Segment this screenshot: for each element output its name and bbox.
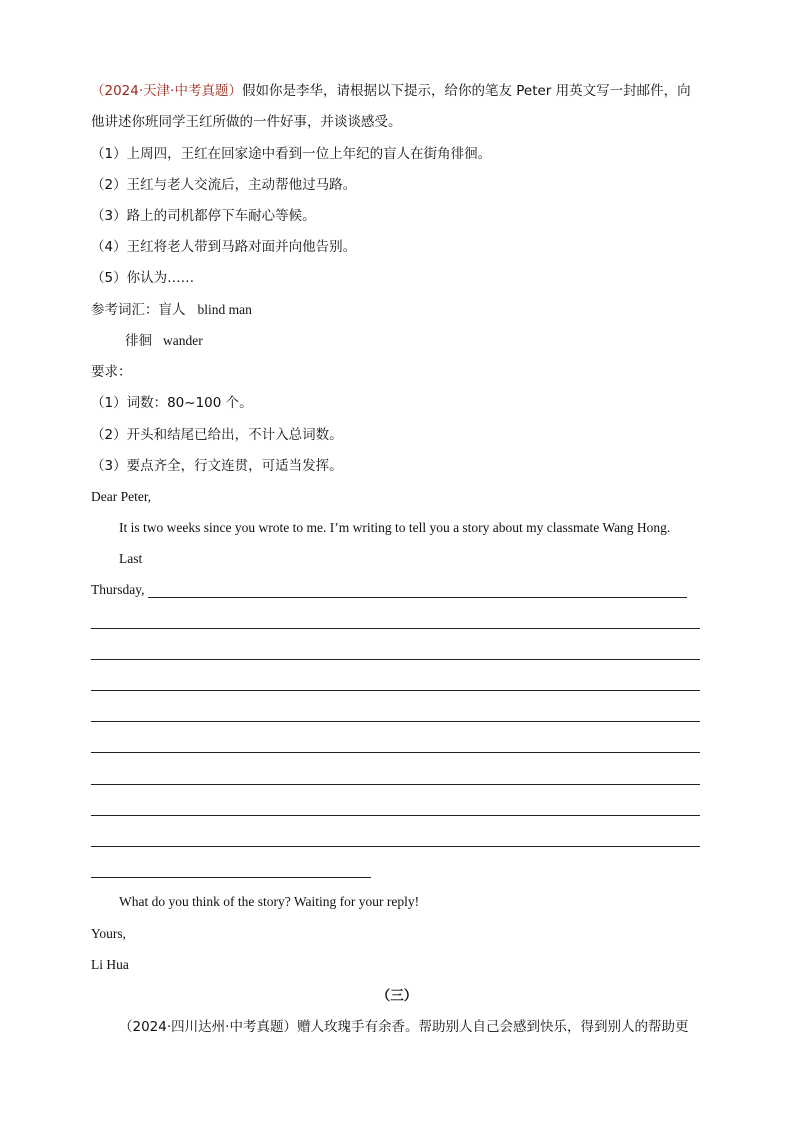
writing-line — [91, 752, 700, 753]
vocab-line-1 — [91, 300, 252, 320]
vocab-zh-2: 徘徊 — [125, 333, 152, 349]
letter-sign-off: Yours, — [91, 926, 127, 941]
writing-line — [148, 597, 687, 598]
letter-opening: It is two weeks since you wrote to me. I’m writing to tell you a story about my classmate Wang Hong. — [119, 520, 671, 535]
writing-line — [91, 628, 700, 629]
point-5: （5）你认为…… — [91, 270, 195, 286]
point-4: （4）王红将老人带到马路对面并向他告别。 — [91, 239, 357, 255]
section3-text: 赠人玫瑰手有余香。帮助别人自己会感到快乐，得到别人的帮助更 — [296, 1019, 689, 1035]
section3-line-1 — [119, 1017, 688, 1037]
requirement-3: （3）要点齐全，行文连贯，可适当发挥。 — [91, 458, 343, 474]
requirement-2: （2）开头和结尾已给出，不计入总词数。 — [91, 427, 343, 443]
writing-line — [91, 721, 700, 722]
vocab-en-2: wander — [163, 333, 203, 348]
section-heading: （三） — [376, 988, 418, 1004]
point-1: （1）上周四，王红在回家途中看到一位上年纪的盲人在街角徘徊。 — [91, 146, 492, 162]
prompt-text-1: 假如你是李华，请根据以下提示，给你的笔友 Peter 用英文写一封邮件，向 — [241, 83, 691, 99]
requirements-label: 要求： — [91, 364, 132, 380]
writing-line — [91, 877, 371, 878]
vocab-en-1: blind man — [197, 302, 252, 317]
letter-thursday: Thursday, — [91, 582, 145, 597]
vocab-line-2 — [125, 331, 203, 351]
vocab-zh-1: 盲人 — [158, 302, 186, 318]
section3-source: （2024·四川达州·中考真题） — [119, 1019, 297, 1035]
writing-line — [91, 690, 700, 691]
point-2: （2）王红与老人交流后，主动帮他过马路。 — [91, 177, 357, 193]
writing-line — [91, 659, 700, 660]
letter-signature: Li Hua — [91, 957, 129, 972]
point-3: （3）路上的司机都停下车耐心等候。 — [91, 208, 316, 224]
letter-greeting: Dear Peter, — [91, 489, 152, 504]
writing-line — [91, 846, 700, 847]
requirement-1: （1）词数：80~100 个。 — [91, 395, 253, 411]
letter-closing: What do you think of the story? Waiting for your reply! — [119, 894, 420, 909]
writing-line — [91, 784, 700, 785]
task-source: （2024·天津·中考真题） — [91, 83, 242, 99]
prompt-line-2: 他讲述你班同学王红所做的一件好事，并谈谈感受。 — [91, 114, 402, 130]
letter-last: Last — [119, 551, 143, 566]
prompt-line-1 — [91, 81, 691, 101]
vocab-label: 参考词汇： — [91, 302, 159, 318]
writing-line — [91, 815, 700, 816]
